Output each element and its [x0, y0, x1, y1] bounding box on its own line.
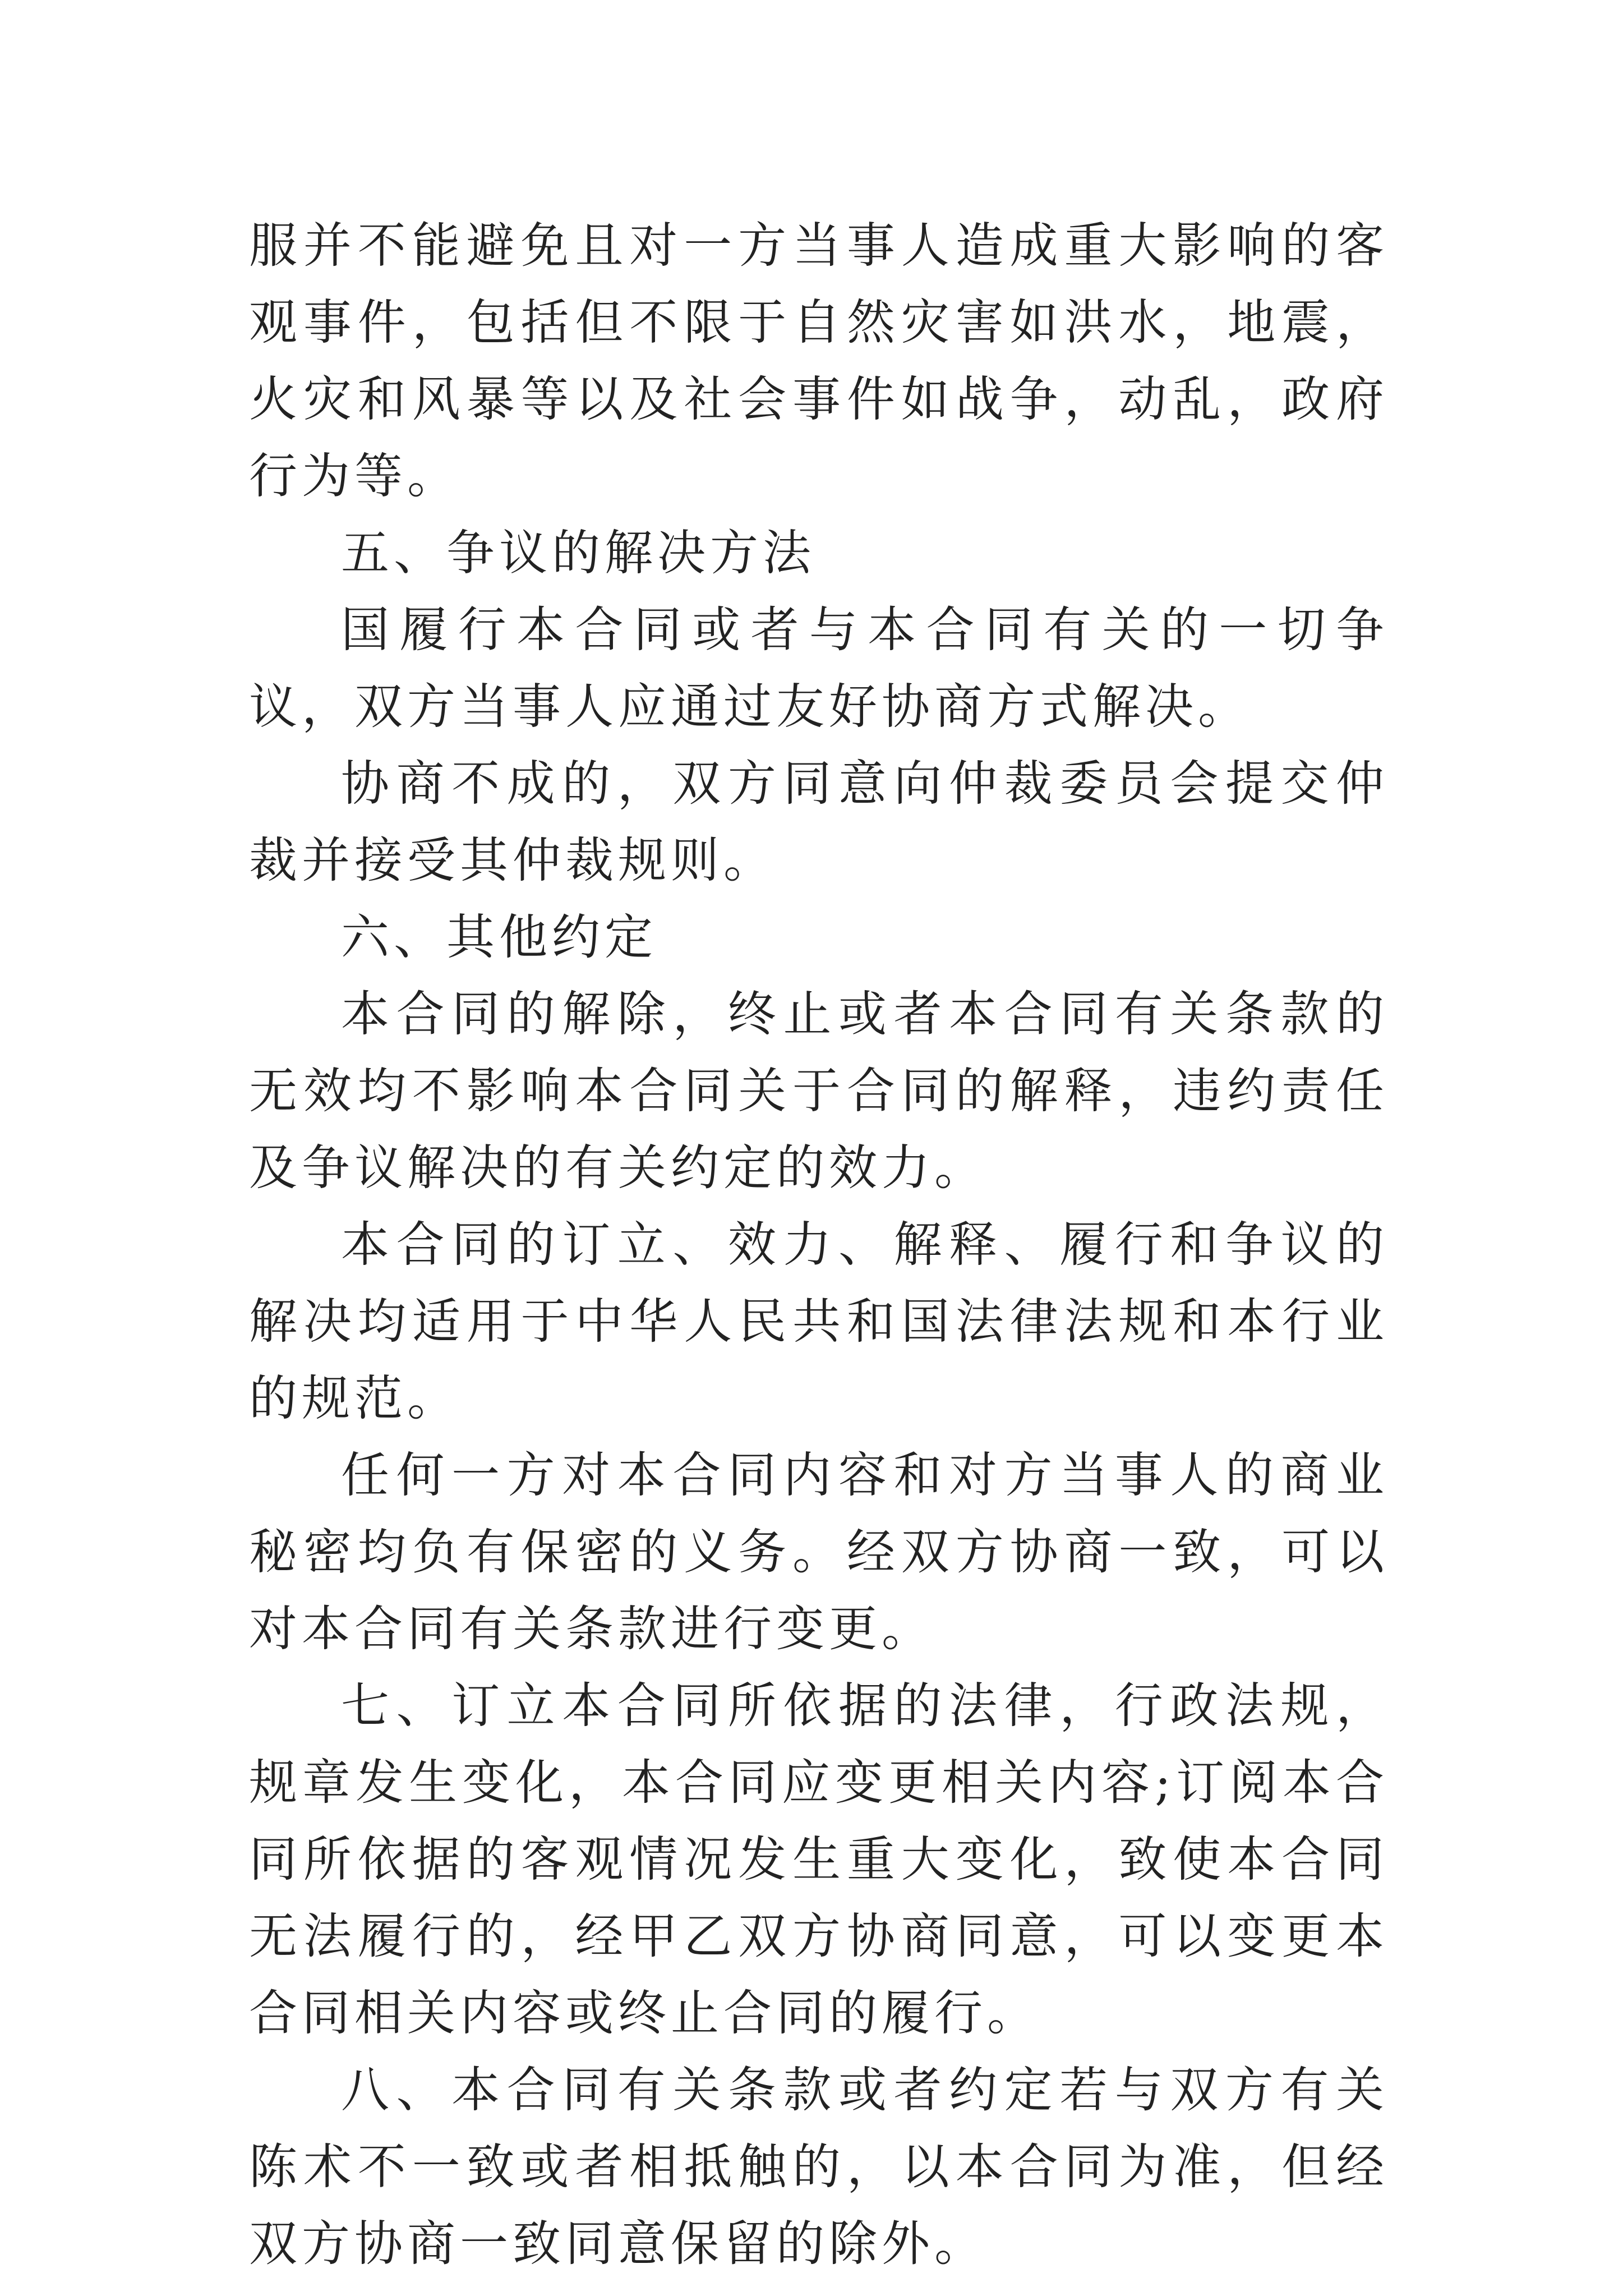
section-heading-other-terms: 六、其他约定 — [341, 909, 657, 965]
paragraph-confidentiality: 任何一方对本合同内容和对方当事人的商业秘密均负有保密的义务。经双方协商一致，可以对本合同有关条款进行变更。 — [249, 1447, 1389, 1657]
document-body — [249, 208, 1389, 2283]
paragraph-arbitration: 协商不成的，双方同意向仲裁委员会提交仲裁并接受其仲裁规则。 — [249, 756, 1389, 889]
paragraph-force-majeure-continuation: 服并不能避免且对一方当事人造成重大影响的客观事件，包括但不限于自然灾害如洪水，地震，火灾和风暴等以及社会事件如战争，动乱，政府行为等。 — [249, 218, 1389, 504]
paragraph-governing-law: 本合同的订立、效力、解释、履行和争议的解决均适用于中华人民共和国法律法规和本行业的规范。 — [249, 1217, 1389, 1427]
paragraph-section-eight-precedence: 八、本合同有关条款或者约定若与双方有关陈术不一致或者相抵触的，以本合同为准，但经双方协商一致同意保留的除外。 — [249, 2062, 1389, 2272]
paragraph-section-seven-changes: 七、订立本合同所依据的法律，行政法规，规章发生变化，本合同应变更相关内容;订阅本合同所依据的客观情况发生重大变化，致使本合同无法履行的，经甲乙双方协商同意，可以变更本合同相关内容或终止合同的履行。 — [249, 1678, 1389, 2041]
paragraph-dispute-negotiation: 国履行本合同或者与本合同有关的一切争议，双方当事人应通过友好协商方式解决。 — [249, 602, 1389, 735]
section-heading-dispute-resolution: 五、争议的解决方法 — [341, 525, 815, 581]
paragraph-termination-effect: 本合同的解除，终止或者本合同有关条款的无效均不影响本合同关于合同的解释，违约责任及争议解决的有关约定的效力。 — [249, 986, 1389, 1196]
